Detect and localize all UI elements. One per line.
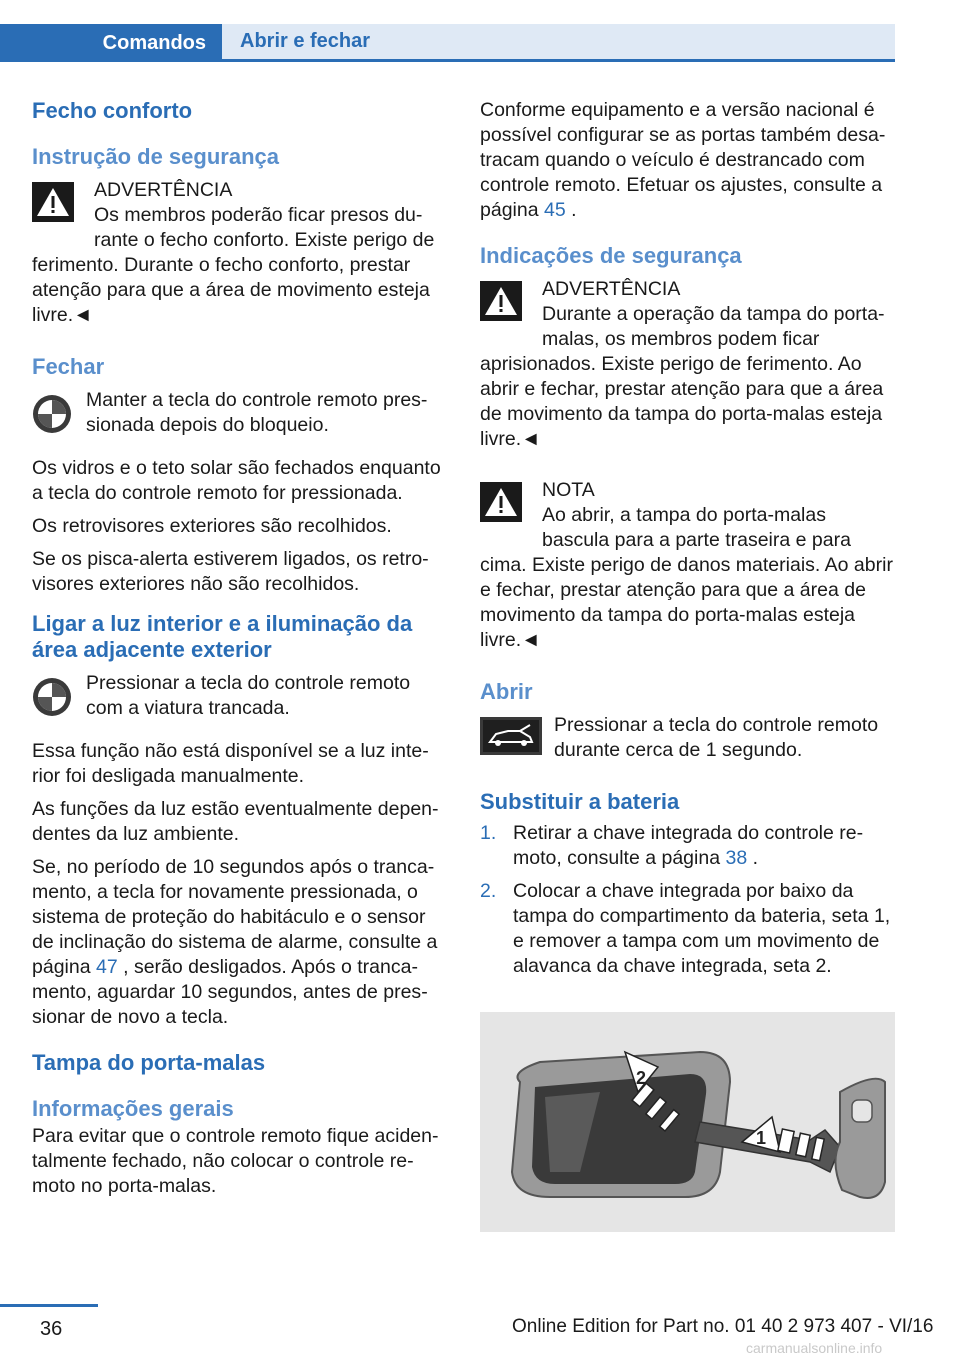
paragraph: Essa função não está disponível se a luz interior foi desligada manualmente.: [32, 740, 429, 787]
bmw-key-button-icon: [32, 677, 74, 719]
step-text: .: [747, 847, 759, 869]
note-title: NOTA: [542, 479, 595, 501]
warning-triangle-icon: [480, 482, 530, 532]
heading-light: Ligar a luz interior e a iluminação da área adjacente exterior: [32, 611, 413, 662]
heading-safety-instruction: Instrução de segurança: [32, 144, 279, 169]
paragraph: Se os pisca-alerta estiverem ligados, os retrovisores exteriores não são recolhidos.: [32, 548, 429, 595]
warning-notice: [32, 178, 450, 328]
paragraph-text: Se, no período de 10 segundos após o trancamento, a tecla for novamente pressionada, o sistema de proteção do habitáculo e o sensor de inclinação do sistema de alarme, consulte a página: [32, 856, 438, 978]
paragraph: As funções da luz estão eventualmente dependentes da luz ambiente.: [32, 798, 439, 845]
paragraph: Os retrovisores exteriores são recolhidos.: [32, 515, 392, 537]
heading-fecho-conforto: Fecho conforto: [32, 98, 193, 123]
figure-label-2: 2: [636, 1068, 647, 1088]
heading-abrir: Abrir: [480, 679, 533, 704]
page-link[interactable]: 45: [543, 199, 566, 221]
footer-rule: [0, 1304, 98, 1307]
light-text: Pressionar a tecla do controle remoto com a viatura trancada.: [86, 672, 411, 719]
paragraph: Para evitar que o controle remoto fique acidentalmente fechado, não colocar o controle remoto no porta-malas.: [32, 1125, 439, 1197]
note-text: Ao abrir, a tampa do porta-malas bascula para a parte traseira e para cima. Existe perigo de danos materiais. Ao abrir e fechar, prestar atenção para que a área de movimento da tampa do porta-malas esteja livre.◄: [480, 504, 893, 651]
warning-triangle-icon: [32, 182, 82, 232]
watermark: carmanualsonline.info: [746, 1340, 883, 1356]
warning-title: ADVERTÊNCIA: [94, 179, 233, 201]
chapter-header: [0, 24, 895, 62]
warning-notice: [480, 277, 895, 452]
tab-comandos[interactable]: Comandos: [0, 24, 222, 62]
left-column: [32, 98, 450, 1207]
figure-label-1: 1: [756, 1128, 767, 1148]
edition-info: Online Edition for Part no. 01 40 2 973 407 - VI/16: [512, 1316, 934, 1337]
close-instruction: [32, 388, 450, 438]
light-instruction: [32, 671, 450, 721]
heading-safety-notes: Indicações de segurança: [480, 243, 742, 268]
step-number: 2.: [480, 880, 497, 902]
warning-text: Os membros poderão ficar presos durante o fecho conforto. Existe perigo de ferimento. Durante o fecho conforto, prestar atenção para que a área de movimento esteja livre.◄: [32, 204, 435, 326]
close-text: Manter a tecla do controle remoto pressionada depois do bloqueio.: [86, 389, 428, 436]
open-text: Pressionar a tecla do controle remoto durante cerca de 1 segundo.: [554, 714, 879, 761]
page-number: 36: [40, 1318, 63, 1340]
open-instruction: [480, 713, 895, 763]
paragraph-text: .: [565, 199, 577, 221]
bmw-key-button-icon: [32, 394, 74, 436]
warning-title: ADVERTÊNCIA: [542, 278, 681, 300]
step-text: Retirar a chave integrada do controle remoto, consulte a página: [513, 822, 864, 869]
warning-triangle-icon: [480, 281, 530, 331]
battery-steps: [480, 821, 895, 979]
paragraph: Os vidros e o teto solar são fechados enquanto a tecla do controle remoto for pressionada.: [32, 457, 441, 504]
page-link[interactable]: 38: [725, 847, 748, 869]
heading-trunk: Tampa do porta-malas: [32, 1050, 266, 1075]
heading-fechar: Fechar: [32, 354, 105, 379]
right-column: [480, 98, 895, 987]
note-notice: [480, 478, 895, 653]
trunk-open-button-icon: [480, 717, 542, 755]
paragraph: [32, 855, 450, 1030]
paragraph-text: Conforme equipamento e a versão nacional é possível configurar se as portas também desatracam quando o veículo é destrancado com controle remoto. Efetuar os ajustes, consulte a página: [480, 99, 886, 221]
header-rule: [222, 59, 895, 62]
warning-text: Durante a operação da tampa do porta-malas, os membros podem ficar aprisionados. Existe perigo de ferimento. Ao abrir e fechar, prestar atenção para que a área de movimento da tampa do porta-malas esteja livre.◄: [480, 303, 885, 450]
step-number: 1.: [480, 822, 497, 844]
key-battery-illustration: [480, 1012, 895, 1232]
paragraph: [480, 98, 895, 223]
page-link[interactable]: 47: [95, 956, 118, 978]
list-item: [480, 879, 895, 979]
heading-general-info: Informações gerais: [32, 1096, 234, 1121]
paragraph-text: , serão desligados. Após o trancamento, aguardar 10 segundos, antes de pressionar de novo a tecla.: [32, 956, 428, 1028]
step-text: Colocar a chave integrada por baixo da tampa do compartimento da bateria, seta 1, e remover a tampa com um movimento de alavanca da chave integrada, seta 2.: [513, 880, 891, 977]
tab-abrir-e-fechar[interactable]: Abrir e fechar: [222, 24, 895, 59]
list-item: [480, 821, 895, 871]
heading-battery: Substituir a bateria: [480, 789, 680, 814]
